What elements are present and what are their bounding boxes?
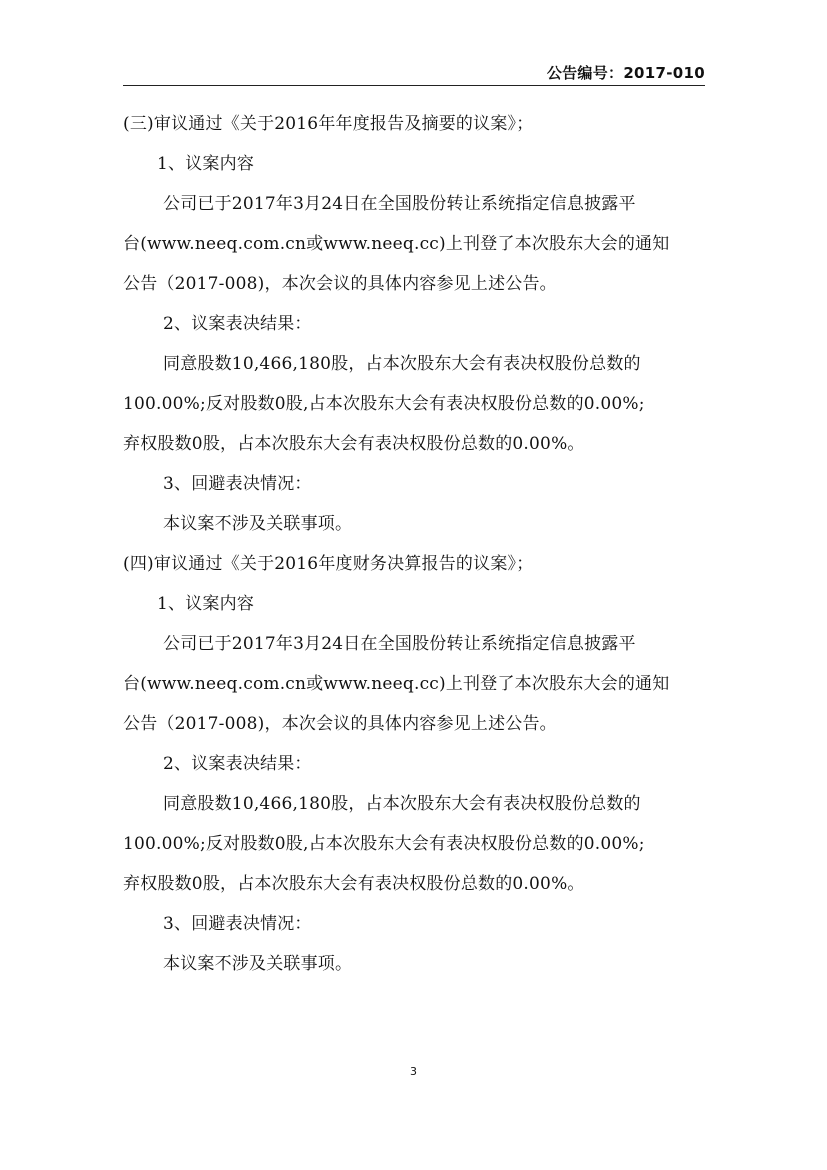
text-line: 同意股数10,466,180股，占本次股东大会有表决权股份总数的 — [163, 354, 641, 374]
page-header — [123, 60, 705, 86]
text-line: 本议案不涉及关联事项。 — [163, 954, 353, 974]
text-line: 3、回避表决情况： — [163, 914, 312, 934]
text-line: 100.00%;反对股数0股,占本次股东大会有表决权股份总数的0.00%; — [123, 394, 645, 414]
text-line: 弃权股数0股，占本次股东大会有表决权股份总数的0.00%。 — [123, 434, 585, 454]
text-line: 公告（2017-008)，本次会议的具体内容参见上述公告。 — [123, 274, 557, 294]
text-line: 100.00%;反对股数0股,占本次股东大会有表决权股份总数的0.00%; — [123, 834, 645, 854]
text-line: 2、议案表决结果： — [163, 754, 312, 774]
text-line: 1、议案内容 — [157, 154, 255, 174]
text-line: 1、议案内容 — [157, 594, 255, 614]
text-line: 台(www.neeq.com.cn或www.neeq.cc)上刊登了本次股东大会的通知 — [123, 234, 670, 254]
text-line: (四)审议通过《关于2016年度财务决算报告的议案》； — [123, 554, 534, 574]
text-line: 3、回避表决情况： — [163, 474, 312, 494]
header-rule — [123, 85, 705, 86]
text-line: 弃权股数0股，占本次股东大会有表决权股份总数的0.00%。 — [123, 874, 585, 894]
text-line: (三)审议通过《关于2016年年度报告及摘要的议案》； — [123, 114, 534, 134]
text-line: 公司已于2017年3月24日在全国股份转让系统指定信息披露平 — [163, 194, 636, 214]
text-line: 公司已于2017年3月24日在全国股份转让系统指定信息披露平 — [163, 634, 636, 654]
announcement-number: 公告编号：2017-010 — [546, 64, 705, 82]
text-line: 公告（2017-008)，本次会议的具体内容参见上述公告。 — [123, 714, 557, 734]
text-line: 台(www.neeq.com.cn或www.neeq.cc)上刊登了本次股东大会的通知 — [123, 674, 670, 694]
text-line: 本议案不涉及关联事项。 — [163, 514, 353, 534]
page-number: 3 — [410, 1065, 417, 1078]
text-line: 2、议案表决结果： — [163, 314, 312, 334]
document-body — [123, 104, 707, 984]
text-line: 同意股数10,466,180股，占本次股东大会有表决权股份总数的 — [163, 794, 641, 814]
